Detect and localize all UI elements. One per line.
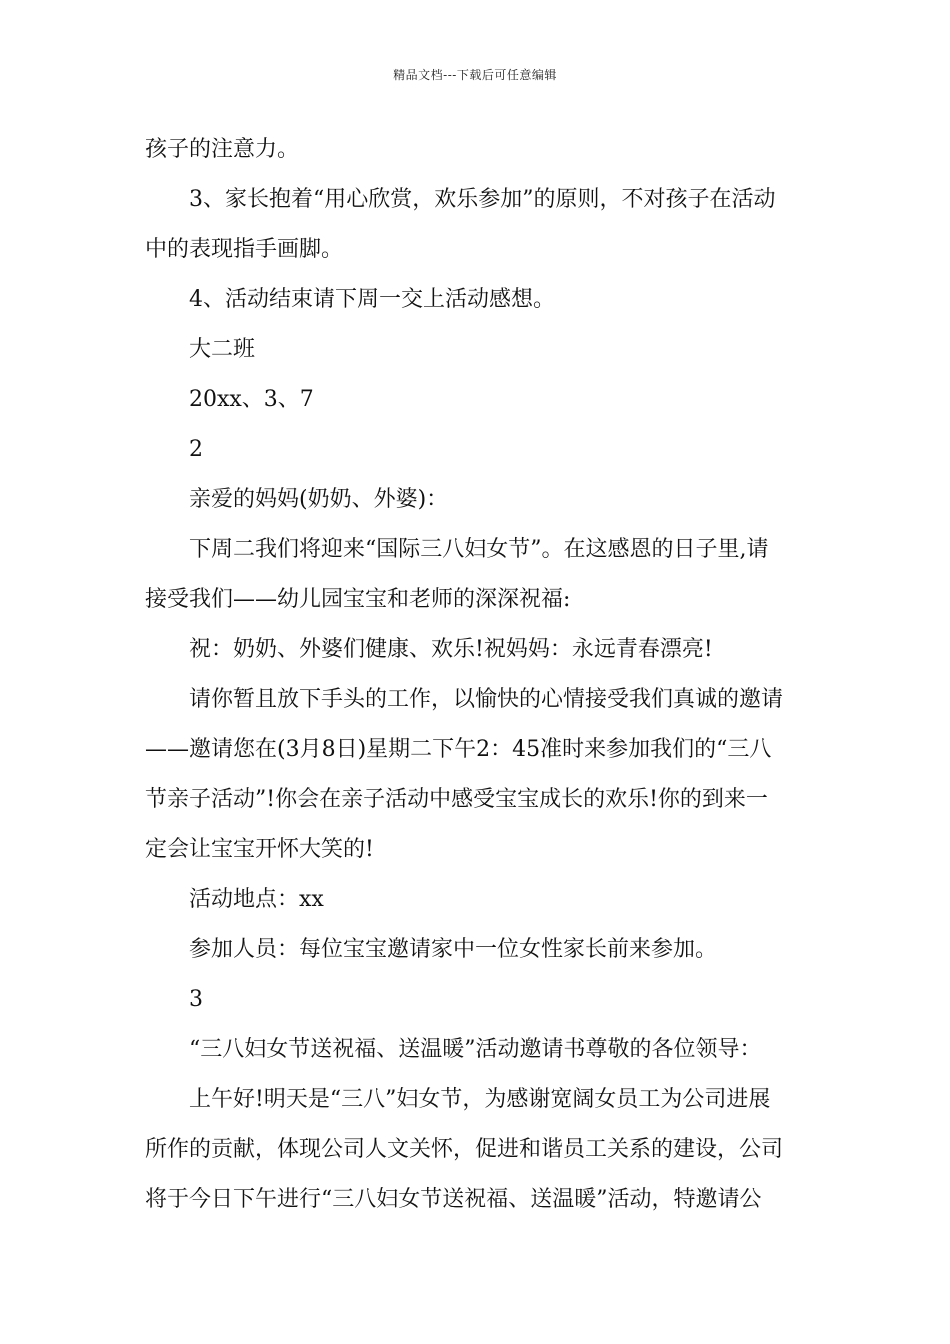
body-line: 节亲子活动”!你会在亲子活动中感受宝宝成长的欢乐!你的到来一 xyxy=(145,787,768,812)
body-line: 定会让宝宝开怀大笑的! xyxy=(145,837,374,862)
body-line: 活动地点：xx xyxy=(189,887,324,912)
body-line: 亲爱的妈妈(奶奶、外婆)： xyxy=(189,487,449,512)
body-line: 参加人员：每位宝宝邀请家中一位女性家长前来参加。 xyxy=(189,937,718,962)
body-line: 中的表现指手画脚。 xyxy=(145,237,344,262)
body-line: 2 xyxy=(189,437,203,462)
body-line: 孩子的注意力。 xyxy=(145,137,300,162)
body-line: 上午好!明天是“三八”妇女节，为感谢宽阔女员工为公司进展 xyxy=(189,1087,771,1112)
page-header: 精品文档---下载后可任意编辑 xyxy=(393,68,557,82)
body-line: 大二班 xyxy=(189,337,256,362)
body-line: 祝：奶奶、外婆们健康、欢乐!祝妈妈：永远青春漂亮! xyxy=(189,637,713,662)
body-line: 下周二我们将迎来“国际三八妇女节”。在这感恩的日子里,请 xyxy=(189,537,769,562)
body-line: 请你暂且放下手头的工作，以愉快的心情接受我们真诚的邀请 xyxy=(189,687,784,712)
body-line: 将于今日下午进行“三八妇女节送祝福、送温暖”活动，特邀请公 xyxy=(145,1187,762,1212)
body-line: 3 xyxy=(189,987,203,1012)
body-line: 3、家长抱着“用心欣赏，欢乐参加”的原则，不对孩子在活动 xyxy=(189,187,776,212)
body-line: ——邀请您在(3月8日)星期二下午2：45准时来参加我们的“三八 xyxy=(145,737,772,762)
body-line: 接受我们——幼儿园宝宝和老师的深深祝福: xyxy=(145,587,571,612)
body-line: 4、活动结束请下周一交上活动感想。 xyxy=(189,287,555,312)
body-line: 20xx、3、7 xyxy=(189,387,314,412)
body-line: 所作的贡献，体现公司人文关怀，促进和谐员工关系的建设，公司 xyxy=(145,1137,784,1162)
body-line: “三八妇女节送祝福、送温暖”活动邀请书尊敬的各位领导： xyxy=(189,1037,762,1062)
